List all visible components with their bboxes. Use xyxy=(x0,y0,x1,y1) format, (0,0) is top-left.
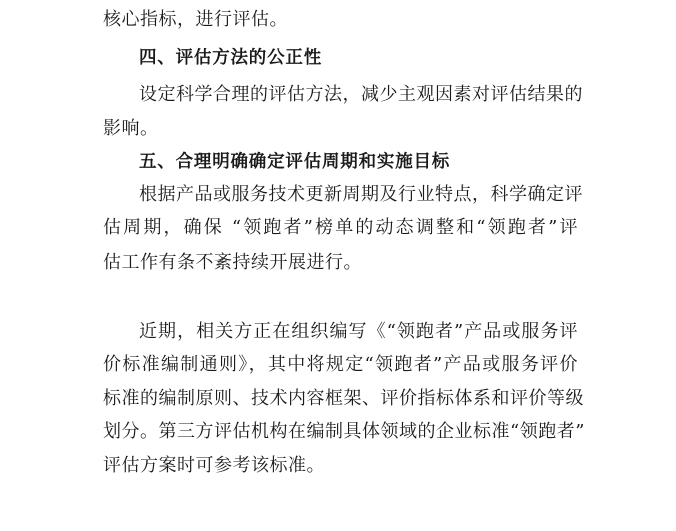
paragraph-line: 标准的编制原则、技术内容框架、评价指标体系和评价等级 xyxy=(103,388,584,409)
paragraph-line: 估周期，确保 “领跑者”榜单的动态调整和“领跑者”评 xyxy=(103,217,578,238)
paragraph-line: 近期，相关方正在组织编写《“领跑者”产品或服务评 xyxy=(139,321,578,342)
paragraph-line: 划分。第三方评估机构在编制具体领域的企业标准“领跑者” xyxy=(103,421,585,442)
paragraph-line: 估工作有条不紊持续开展进行。 xyxy=(103,252,362,273)
section-heading-5: 五、合理明确确定评估周期和实施目标 xyxy=(139,152,451,172)
paragraph-line: 评估方案时可参考该标准。 xyxy=(103,455,325,476)
section-heading-4: 四、评估方法的公正性 xyxy=(139,48,322,68)
paragraph-line: 影响。 xyxy=(103,118,159,139)
paragraph-line: 根据产品或服务技术更新周期及行业特点，科学确定评 xyxy=(139,184,583,205)
paragraph-line: 设定科学合理的评估方法，减少主观因素对评估结果的 xyxy=(139,84,583,105)
paragraph-line: 价标准编制通则》，其中将规定“领跑者”产品或服务评价 xyxy=(103,354,578,375)
paragraph-line: 核心指标，进行评估。 xyxy=(103,9,288,30)
